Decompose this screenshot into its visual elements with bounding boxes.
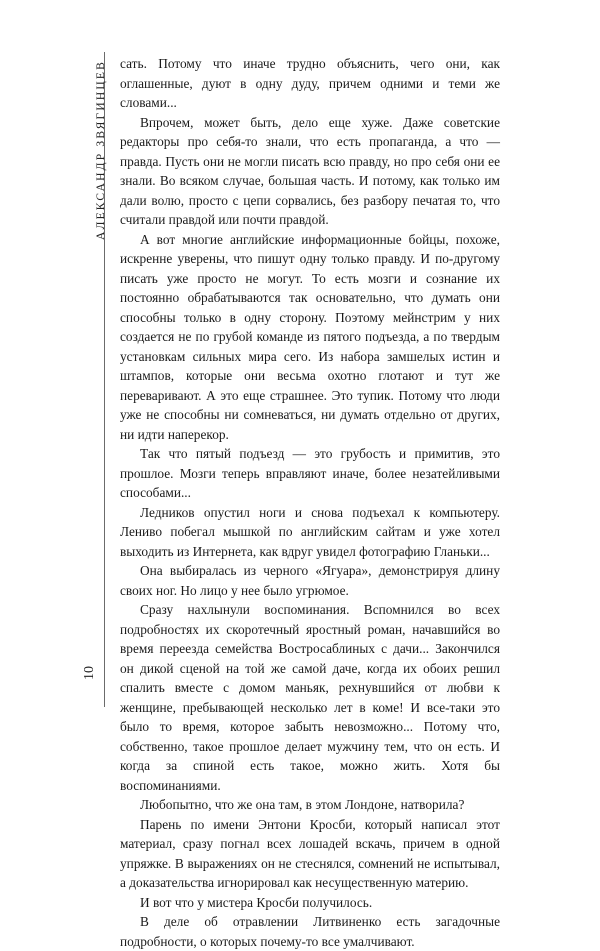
paragraph: Впрочем, может быть, дело еще хуже. Даже советские редакторы про себя-то знали, что есть пропаганда, а что — правда. Пусть они не могли писать всю правду, но про себя они ее знали. Во всяком случае, большая часть. И потому, как только им дали волю, просто с цепи сорвались, без разбору печатая то, что считали правдой или почти правдой. [120, 114, 500, 227]
paragraph: А вот многие английские информационные бойцы, похоже, искренне уверены, что пишут одну только правду. И по-другому писать уже просто не могут. То есть мозги и сознание их постоянно обрабатываются так основательно, что думать они способны только в одну сторону. Поэтому мейнстрим у них создается не по грубой команде из пятого подъезда, а по твердым установкам сильных мира сего. Из набора замшелых истин и штампов, которые они весьма охотно глотают и тут же переваривают. А это еще страшнее. Это тупик. Потому что люди уже не способны ни сомневаться, ни думать отдельно от других, ни идти наперекор. [120, 231, 500, 442]
paragraph: сать. Потому что иначе трудно объяснить, чего они, как оглашенные, дуют в одну дуду, причем одними и теми же словами... [120, 56, 500, 110]
paragraph: Ледников опустил ноги и снова подъехал к компьютеру. Лениво побегал мышкой по английским сайтам и уже хотел выходить из Интернета, как вдруг увидел фотографию Гланьки... [120, 504, 500, 559]
paragraph: В деле об отравлении Литвиненко есть загадочные подробности, о которых почему-то все умалчивают. [120, 914, 500, 949]
page-number: 10 [82, 666, 97, 680]
body-text [120, 54, 500, 951]
paragraph: И вот что у мистера Кросби получилось. [140, 894, 373, 910]
paragraph: Так что пятый подъезд — это грубость и примитив, это прошлое. Мозги теперь вправляют иначе, более незатейливыми способами... [120, 446, 500, 500]
paragraph: Парень по имени Энтони Кросби, который написал этот материал, сразу погнал всех лошадей вскачь, причем в одной упряжке. В выражениях он не стеснялся, сомнений не испытывал, а доказательства игнорировал как несущественную материю. [120, 816, 500, 890]
paragraph: Сразу нахлынули воспоминания. Вспомнился во всех подробностях их скоротечный яростный роман, начавшийся во время переезда семейства Востросаблиных с дачи... Закончился он дикой сценой на той же самой даче, когда их обоих решил спалить вместе с домом маньяк, рехнувшийся от любви к женщине, пребывающей несколько лет в коме! И все-таки это было то время, которое забыть невозможно... Потому что, собственно, такое прошлое делает мужчину тем, что он есть. И когда за спиной есть такое, можно жить. Хотя бы воспоминаниями. [120, 602, 500, 793]
running-head-author: АЛЕКСАНДР ЗВЯГИНЦЕВ [95, 60, 107, 240]
paragraph: Любопытно, что же она там, в этом Лондоне, натворила? [140, 797, 465, 812]
paragraph: Она выбиралась из черного «Ягуара», демонстрируя длину своих ног. Но лицо у нее было угрюмое. [120, 563, 500, 598]
